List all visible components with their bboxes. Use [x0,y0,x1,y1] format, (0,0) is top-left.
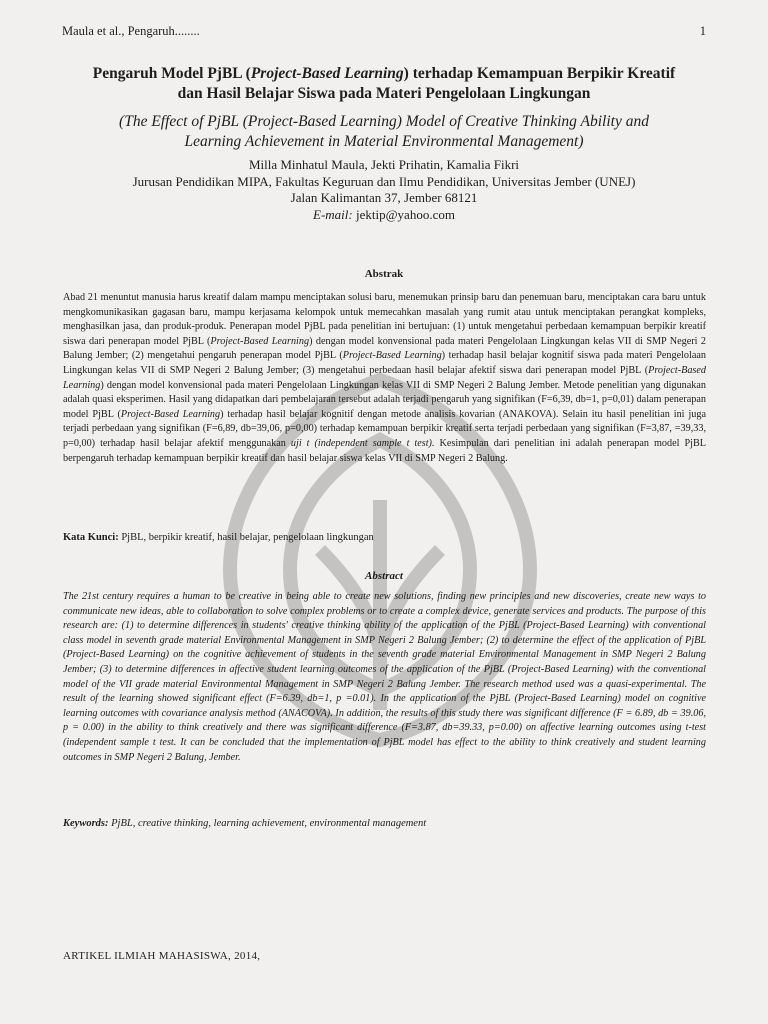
abstract-body: The 21st century requires a human to be creative in being able to create new solutions, finding new principles and new discoveries, create new ways to communicate new ideas, able to collaboration to solve complex problems or to create a complex device, generate services and products. The purpose of this research are: (1) to determine differences in students' creative thinking ability of the application of the PjBL (Project-Based Learning) with conventional class model in seventh grade material Environmental Management in SMP Negeri 2 Balung Jember; (2) to determine the effect of the application of PjBL (Project-Based Learning) on the cognitive achievement of students in the seventh grade material Environmental Management in SMP Negeri 2 Balung Jember; (3) to determine differences in affective student learning outcomes of the application of the PjBL (Project-Based Learning) with the conventional model of the VII grade material Environmental Management in SMP Negeri 2 Balung Jember. The research method used was a quasi-experimental. The result of the learning showed significant effect (F=6.39, db=1, p =0.01). In the application of the PjBL (Project-Based Learning) model on cognitive learning outcomes with covariance analysis method (ANACOVA). In addition, the results of this study there was significant difference (F = 6.89, db = 39.06, p = 0.00) in the ability to think creatively and there was significant difference (F=3.87, db=39.33, p=0.00) on affective learning outcomes using t-test (independent sample t test. It can be concluded that the implementation of PjBL model has effect to the ability to think creatively and student learning outcomes in SMP Negeri 2 Balung, Jember. [63,591,706,763]
author-names: Milla Minhatul Maula, Jekti Prihatin, Kamalia Fikri [248,157,520,172]
page-number: 1 [699,24,706,38]
author-email: E-mail: jektip@yahoo.com [313,206,455,222]
title-line-2: dan Hasil Belajar Siswa pada Materi Pengelolaan Lingkungan [177,85,591,102]
paper-title [40,64,728,104]
abstrak-heading: Abstrak [364,268,404,280]
paper-title-english: (The Effect of PjBL (Project-Based Learning) Model of Creative Thinking Ability and Learning Achievement in Material Environmental Management) [119,113,649,150]
abstract-heading: Abstract [365,570,403,582]
kata-kunci: Kata Kunci: PjBL, berpikir kreatif, hasil belajar, pengelolaan lingkungan [63,532,374,543]
running-header-left: Maula et al., Pengaruh........ [62,24,200,38]
title-line-1: Pengaruh Model PjBL (Project-Based Learning) terhadap Kemampuan Berpikir Kreatif [92,65,676,82]
abstrak-body: Abad 21 menuntut manusia harus kreatif dalam mampu menciptakan solusi baru, menemukan prinsip baru dan penemuan baru, menciptakan cara baru untuk mengkomunikasikan gagasan baru, mampu kerjasama kelompok untuk memecahkan masalah yang rumit atau untuk menciptakan perangkat kompleks, menghasilkan jasa, dan produk-produk. Penerapan model PjBL pada penelitian ini bertujuan: (1) untuk mengetahui perbedaan kemampuan berpikir kreatif siswa dari penerapan model PjBL (Project-Based Learning) dengan model konvensional pada materi Pengelolaan Lingkungan kelas VII di SMP Negeri 2 Balung Jember; (2) mengetahui pengaruh penerapan model PjBL (Project-Based Learning) terhadap hasil belajar kognitif siswa pada materi Pengelolaan Lingkungan kelas VII di SMP Negeri 2 Balung Jember; (3) mengetahui perbedaan hasil belajar afektif siswa dari penerapan model PjBL (Project-Based Learning) dengan model konvensional pada materi Pengelolaan Lingkungan kelas VII di SMP Negeri 2 Balung Jember. Metode penelitian yang digunakan adalah quasi eksperimen. Hasil yang didapatkan dari pembelajaran tersebut adalah terjadi pengaruh yang signifikan (F=6,39, db=1, p=0,01) dalam penerapan model PjBL (Project-Based Learning) terhadap hasil belajar kognitif dengan metode analisis kovarian (ANAKOVA). Selain itu hasil penelitian ini juga terjadi perbedaan yang signifikan (F=6,89, db=39,06, p=0,00) terhadap kemampuan berpikir kreatif serta terjadi perbedaan yang signifikan (F=3,87, =39,33, p=0,00) terhadap hasil belajar afektif menggunakan uji t (independent sample t test). Kesimpulan dari penelitian ini adalah penerapan model PjBL berpengaruh terhadap kemampuan berpikir kreatif dan hasil belajar siswa kelas VII di SMP Negeri 2 Balung. [63,292,706,464]
journal-footer: ARTIKEL ILMIAH MAHASISWA, 2014, [63,950,261,962]
author-affiliation: Jurusan Pendidikan MIPA, Fakultas Keguruan dan Ilmu Pendidikan, Universitas Jember (UNEJ) [132,173,636,189]
author-block [40,157,728,223]
author-address: Jalan Kalimantan 37, Jember 68121 [290,190,478,205]
keywords: Keywords: PjBL, creative thinking, learning achievement, environmental management [63,818,427,829]
